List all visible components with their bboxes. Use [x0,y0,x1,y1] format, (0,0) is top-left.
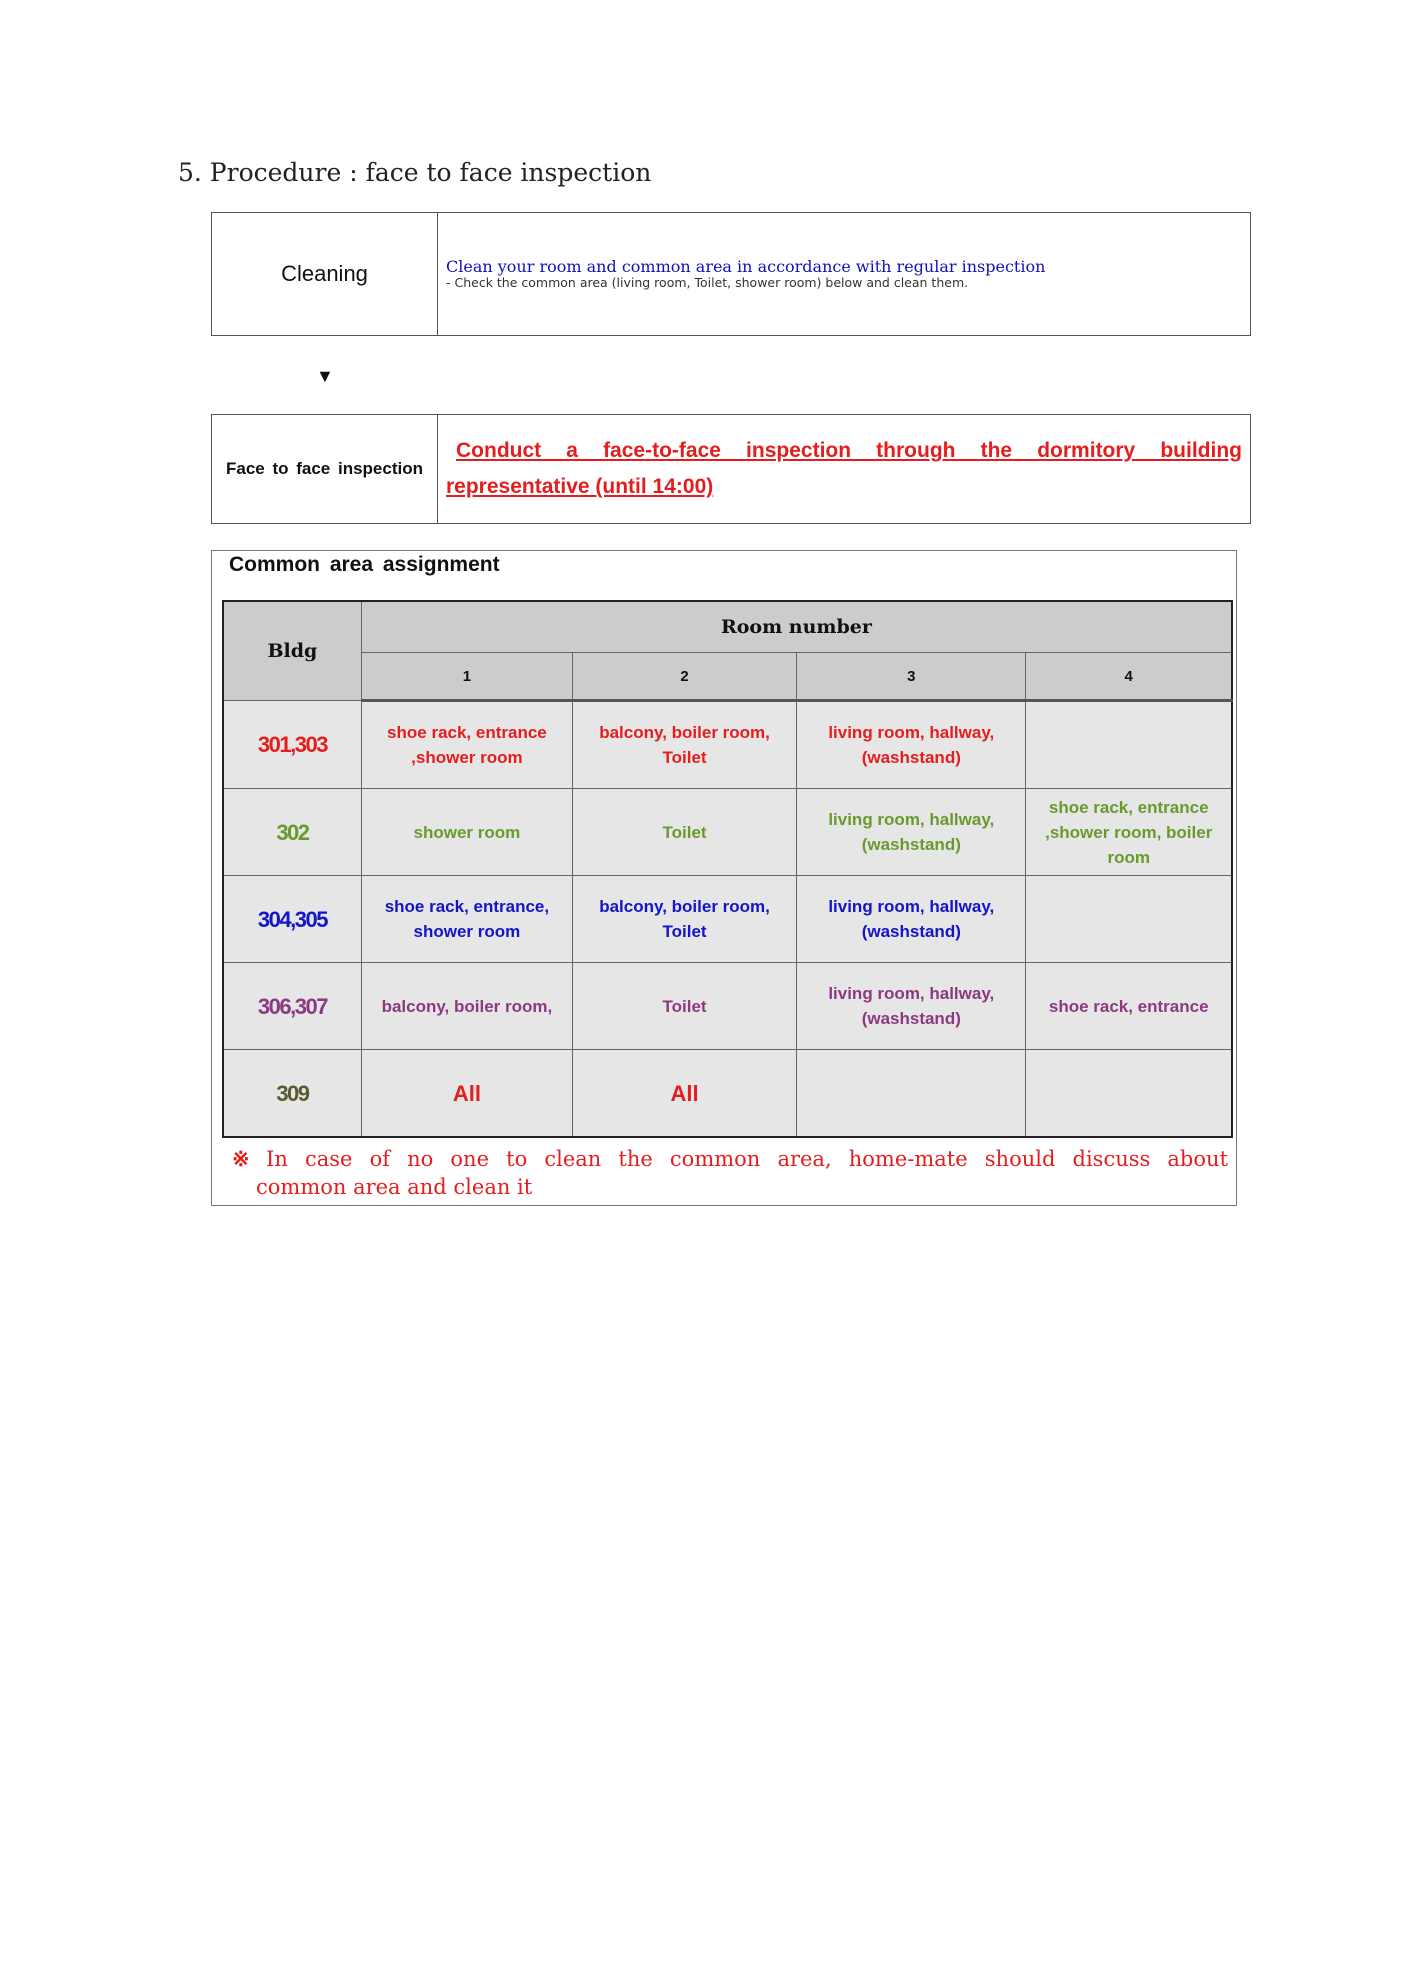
table-cell: shoe rack, entrance ,shower room [361,701,572,789]
note-mark-icon: ※ [232,1146,261,1171]
header-room-2: 2 [572,653,796,701]
section-title: 5. Procedure : face to face inspection [178,158,652,187]
table-cell: balcony, boiler room, Toilet [572,876,796,963]
inspection-content [438,415,1250,523]
table-cell: All [572,1050,796,1138]
table-cell: Toilet [572,789,796,876]
note-line1-text: In case of no one to clean the common area, home-mate should discuss about [266,1147,1228,1171]
note-line1 [232,1145,1228,1173]
table-cell: living room, hallway,(washstand) [797,876,1026,963]
inspection-text [446,433,1242,505]
table-row [223,789,1232,876]
assignment-note [232,1145,1228,1201]
table-row [223,701,1232,789]
table-cell: shoe rack, entrance, shower room [361,876,572,963]
table-cell [797,1050,1026,1138]
header-room-number: Room number [361,601,1232,653]
bldg-cell: 309 [223,1050,361,1138]
table-row [223,963,1232,1050]
inspection-step [211,414,1251,524]
table-cell: balcony, boiler room, Toilet [572,701,796,789]
common-area-assignment [211,550,1237,1206]
table-cell: All [361,1050,572,1138]
table-row [223,876,1232,963]
inspection-label: Face to face inspection [212,415,438,523]
down-arrow-icon: ▼ [316,366,334,386]
bldg-cell: 304,305 [223,876,361,963]
inspection-text-line1: Conduct a face-to-face inspection through the dormitory building [456,439,1242,462]
table-cell: balcony, boiler room, [361,963,572,1050]
header-room-4: 4 [1026,653,1232,701]
table-cell: living room, hallway,(washstand) [797,701,1026,789]
table-cell [1026,701,1232,789]
header-room-3: 3 [797,653,1026,701]
table-cell: living room, hallway,(washstand) [797,789,1026,876]
table-cell: shower room [361,789,572,876]
header-room-1: 1 [361,653,572,701]
cleaning-step [211,212,1251,336]
bldg-cell: 301,303 [223,701,361,789]
cleaning-sub-text: - Check the common area (living room, Toilet, shower room) below and clean them. [446,275,969,290]
table-cell: shoe rack, entrance ,shower room, boiler room [1026,789,1232,876]
table-row [223,1050,1232,1138]
header-bldg: Bldg [223,601,361,701]
bldg-cell: 302 [223,789,361,876]
cleaning-label: Cleaning [212,213,438,335]
table-cell: living room, hallway,(washstand) [797,963,1026,1050]
table-cell: Toilet [572,963,796,1050]
inspection-text-line2: representative (until 14:00) [446,475,714,498]
table-cell [1026,1050,1232,1138]
assignment-title: Common area assignment [229,553,500,576]
note-line2: common area and clean it [256,1175,533,1199]
table-cell: shoe rack, entrance [1026,963,1232,1050]
table-cell [1026,876,1232,963]
assignment-table [222,600,1233,1138]
cleaning-content [438,213,1250,335]
bldg-cell: 306,307 [223,963,361,1050]
cleaning-main-text: Clean your room and common area in accordance with regular inspection [446,257,1046,276]
